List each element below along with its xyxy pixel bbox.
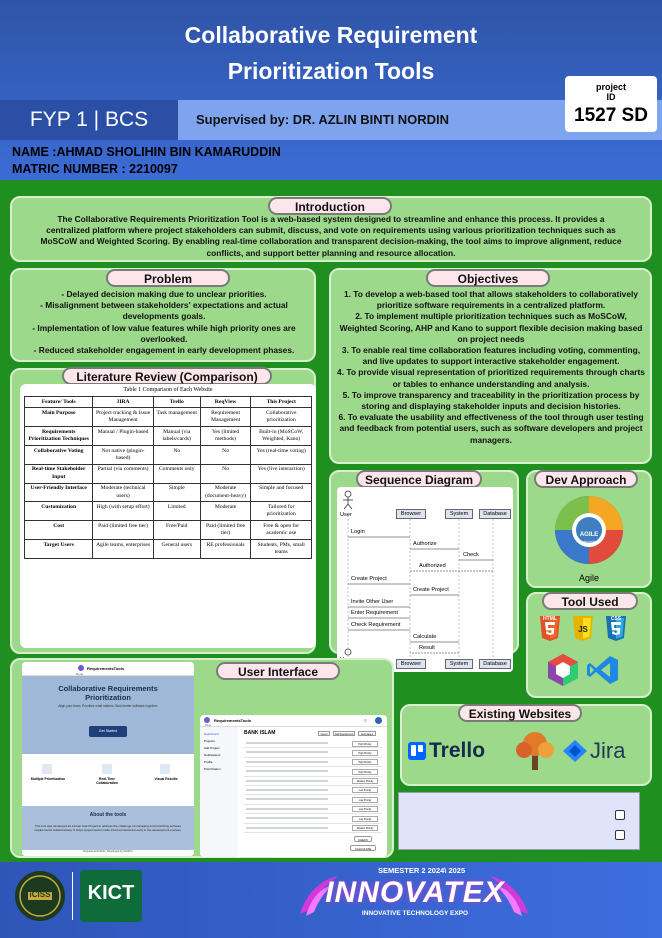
feature-icon	[42, 764, 52, 774]
lifeline-browser: Browser	[396, 509, 426, 519]
app-brand-sub: Reqs	[205, 723, 212, 727]
table-cell: Partial (via comments)	[93, 464, 153, 483]
requirement-row[interactable]	[244, 739, 382, 748]
requirement-row[interactable]	[244, 767, 382, 776]
fyp-label: FYP 1 | BCS	[0, 100, 178, 140]
problem-item: - Reduced stakeholder engagement in early development phases.	[33, 345, 295, 356]
objective-item: 3. To enable real time collaboration features including voting, commenting, and live updates to support interactive stakeholder engagement.	[341, 345, 641, 367]
checkbox[interactable]	[615, 810, 625, 820]
table-cell: Requirement Management	[200, 408, 251, 427]
avatar[interactable]	[375, 717, 382, 724]
requirement-text-placeholder	[246, 789, 328, 791]
project-id-label: project	[595, 82, 626, 92]
seq-message: Check Requirement	[351, 622, 401, 628]
tool-label-html: HTML	[543, 616, 557, 622]
table-cell: Collaborative prioritization	[251, 408, 312, 427]
sidebar-item[interactable]: Notifications	[204, 753, 221, 757]
requirement-row[interactable]	[244, 777, 382, 786]
requirement-text-placeholder	[246, 742, 328, 744]
hero-subtitle: Align your team. Prioritize what matters. Build better software together.	[58, 704, 158, 708]
sidebar-item[interactable]: Profile	[204, 760, 213, 764]
supervisor-text: Supervised by: DR. AZLIN BINTI NORDIN	[196, 112, 450, 127]
check-button[interactable]: CHECK	[354, 836, 372, 842]
problem-item: - Misalignment between stakeholders' expectations and actual developments goals.	[40, 300, 288, 322]
requirement-row[interactable]	[244, 786, 382, 795]
priority-badge: Low Priority	[352, 816, 378, 822]
table-cell: Free/Paid	[153, 521, 200, 540]
seq-message: Result	[419, 645, 435, 651]
table-cell: Task management	[153, 408, 200, 427]
jira-logo-text: Jira	[590, 738, 626, 763]
sequence-diagram	[337, 487, 513, 672]
table-cell: Simple and focused	[251, 483, 312, 502]
table-cell: Moderate (technical users)	[93, 483, 153, 502]
landing-brand: RequirementsTools	[87, 666, 125, 671]
landing-page-screenshot	[22, 662, 194, 856]
lifeline-database: Database	[479, 509, 511, 519]
table-header-cell: ReqView	[200, 397, 251, 408]
tree-illustration-icon	[512, 730, 558, 772]
priority-badge: Low Priority	[352, 787, 378, 793]
sidebar-item[interactable]: Add Project	[204, 746, 220, 750]
lifeline-system: System	[445, 509, 473, 519]
seq-message: Invite Other User	[351, 599, 394, 605]
table-cell: Comments only	[153, 464, 200, 483]
objective-item: 6. To evaluate the usability and effectiveness of the tool through user testing and feedback from potential users, such as software developers and project managers.	[338, 412, 644, 445]
footer-divider	[72, 872, 73, 920]
seq-message: Enter Requirement	[351, 610, 398, 616]
table-row	[25, 464, 312, 483]
priority-badge: Low Priority	[352, 797, 378, 803]
innovatex-subtitle: INNOVATIVE TECHNOLOGY EXPO	[361, 910, 469, 917]
feature-icon	[160, 764, 170, 774]
table-cell: Agile teams, enterprises	[93, 540, 153, 559]
table-header-cell: JIRA	[93, 397, 153, 408]
table-cell: Moderate (document-heavy)	[200, 483, 251, 502]
table-cell: Free & open for academic use	[251, 521, 312, 540]
lifeline-system-bottom: System	[445, 659, 473, 669]
table-cell: Manual / Plugin-based	[93, 427, 153, 446]
table-cell: Moderate	[200, 502, 251, 521]
table-cell: No	[153, 446, 200, 465]
requirement-text-placeholder	[246, 827, 328, 829]
agile-center-title: AGILE	[579, 532, 599, 538]
table-cell: No	[200, 446, 251, 465]
existing-websites-heading: Existing Websites	[458, 704, 582, 722]
feature-title: Visual Results	[154, 777, 178, 781]
table-row-header: Real-time Stakeholder Input	[25, 464, 93, 483]
app-logo-icon	[204, 717, 210, 723]
table-row-header: Target Users	[25, 540, 93, 559]
bell-icon[interactable]: ○	[364, 718, 368, 724]
project-id-value: 1527 SD	[574, 105, 648, 126]
table-cell: RE professionals	[200, 540, 251, 559]
table-row	[25, 408, 312, 427]
requirement-row[interactable]	[244, 814, 382, 823]
table-row-header: User-Friendly Interface	[25, 483, 93, 502]
project-id-label-2: ID	[606, 92, 616, 102]
requirement-text-placeholder	[246, 808, 328, 810]
app-dashboard-screenshot	[200, 715, 387, 857]
sidebar-item[interactable]: Projects	[204, 739, 215, 743]
table-row-header: Main Purpose	[25, 408, 93, 427]
seq-message: Check	[463, 552, 479, 558]
checkbox[interactable]	[615, 830, 625, 840]
get-started-button[interactable]: Get Started	[89, 726, 127, 737]
trello-icon	[408, 742, 426, 760]
priority-badge: High Priority	[352, 750, 378, 756]
requirements-list	[244, 739, 382, 833]
requirement-text-placeholder	[246, 780, 328, 782]
lifeline-database-bottom: Database	[479, 659, 511, 669]
problem-item: - Implementation of low value features while high priority ones are overlooked.	[32, 322, 296, 344]
problem-list	[26, 289, 302, 356]
table-cell: Project tracking & Issue Management	[93, 408, 153, 427]
table-cell: Yes (live interaction)	[251, 464, 312, 483]
seq-message: Authorized	[419, 563, 446, 569]
blank-info-box	[398, 792, 640, 850]
vscode-icon	[586, 654, 620, 686]
project-title: BANK ISLAM	[244, 730, 276, 736]
about-text: This tool was developed as a Final Year Project to address the challenge of managing and prioritizing software requirements collaboratively. It helps project teams make informed decisions early in the development process.	[34, 824, 182, 832]
table-row-header: Customization	[25, 502, 93, 521]
table-cell: Manual (via labels/cards)	[153, 427, 200, 446]
table-row-header: Collaborative Voting	[25, 446, 93, 465]
svg-text:JS: JS	[578, 625, 588, 634]
hero-title: Collaborative Requirements Prioritization	[58, 684, 158, 702]
problem-item: - Delayed decision making due to unclear priorities.	[61, 289, 267, 299]
agile-cycle-icon	[546, 492, 632, 568]
trello-logo-text: Trello	[429, 739, 486, 762]
priority-badge: High Priority	[352, 759, 378, 765]
requirement-text-placeholder	[246, 817, 328, 819]
table-row-header: Cost	[25, 521, 93, 540]
priority-badge: High Priority	[352, 769, 378, 775]
seq-message: Login	[351, 529, 365, 535]
table-row	[25, 427, 312, 446]
matric-number: MATRIC NUMBER : 2210097	[12, 162, 178, 176]
requirement-text-placeholder	[246, 751, 328, 753]
introduction-heading: Introduction	[268, 197, 392, 215]
objective-item: 4. To provide visual representation of prioritized requirements through charts or tables to enhance understanding and analysis.	[337, 367, 645, 389]
iciss-logo-text: iCISS	[29, 890, 51, 899]
sidebar-item[interactable]: Dashboard	[204, 732, 219, 736]
table-header-cell: Trello	[153, 397, 200, 408]
agile-center-sub: Methodology	[578, 540, 600, 544]
requirement-row[interactable]	[244, 758, 382, 767]
tool-label-css: CSS	[610, 616, 622, 622]
jira-icon	[563, 740, 587, 762]
objectives-list	[336, 289, 646, 446]
agile-label: Agile	[578, 573, 599, 583]
table-cell: Yes (real-time voting)	[251, 446, 312, 465]
ui-heading: User Interface	[216, 662, 340, 680]
table-row	[25, 521, 312, 540]
innovatex-title: INNOVATEX	[325, 876, 505, 909]
priority-badge: Medium Priority	[352, 778, 378, 784]
requirement-text-placeholder	[246, 761, 328, 763]
table-row	[25, 483, 312, 502]
objective-item: 1. To develop a web-based tool that allows stakeholders to collaboratively prioritize software requirements in a centralized platform.	[344, 289, 638, 311]
table-cell: Paid (limited free tier)	[93, 521, 153, 540]
table-cell: Yes (limited methods)	[200, 427, 251, 446]
priority-badge: Medium Priority	[352, 825, 378, 831]
table-header-cell: This Project	[251, 397, 312, 408]
dev-approach-heading: Dev Approach	[534, 470, 638, 488]
table-row	[25, 540, 312, 559]
seq-message: Calculate	[413, 634, 437, 640]
student-name: NAME :AHMAD SHOLIHIN BIN KAMARUDDIN	[12, 145, 281, 159]
table-cell: Students, PMs, small teams	[251, 540, 312, 559]
seq-message: Create Project	[351, 576, 387, 582]
problem-heading: Problem	[106, 269, 230, 287]
table-row	[25, 446, 312, 465]
feature-title: Multiple Prioritization	[30, 777, 66, 781]
table-cell: Tailored for prioritization	[251, 502, 312, 521]
sidebar-nav	[204, 731, 236, 773]
table-cell: Built-in (MoSCoW, Weighted, Kano)	[251, 427, 312, 446]
poster-title-line1: Collaborative Requirement	[184, 22, 478, 48]
objectives-heading: Objectives	[426, 269, 550, 287]
requirement-row[interactable]	[244, 748, 382, 757]
logo-icon	[78, 665, 84, 671]
requirement-text-placeholder	[246, 770, 328, 772]
javascript-icon	[571, 614, 595, 642]
priority-badge: High Priority	[352, 741, 378, 747]
priority-badge: Low Priority	[352, 806, 378, 812]
table-cell: General users	[153, 540, 200, 559]
table-caption: Table 1 Comparison of Each Website	[123, 387, 213, 393]
add-requirement-button[interactable]: Add Requirement	[334, 733, 354, 736]
phpstorm-cube-icon	[546, 652, 580, 688]
import-button[interactable]: Import	[318, 731, 330, 736]
calculate-button[interactable]: CALCULATE	[350, 845, 376, 851]
landing-brand-sub: Reqs	[76, 672, 84, 676]
requirement-row[interactable]	[244, 805, 382, 814]
table-cell: Not native (plugin-based)	[93, 446, 153, 465]
lifeline-browser-bottom: Browser	[396, 659, 426, 669]
table-cell: Simple	[153, 483, 200, 502]
requirement-row[interactable]	[244, 824, 382, 833]
actor-label: User	[340, 512, 352, 518]
table-cell: High (with setup effort)	[93, 502, 153, 521]
table-cell: Paid (limited free tier)	[200, 521, 251, 540]
requirement-row[interactable]	[244, 795, 382, 804]
about-title: About the tools	[89, 812, 127, 818]
app-brand: RequirementsTools	[214, 718, 252, 723]
objective-item: 2. To implement multiple prioritization techniques such as MoSCoW, Weighted Scoring, AHP and Kano to support flexible decision making based on project needs	[339, 311, 643, 344]
introduction-text: The Collaborative Requirements Prioritization Tool is a web-based system designed to streamline and enhance this process. It provides a centralized platform where project stakeholders can submit, discuss, and vote on requirements using various prioritization techniques such as MoSCoW and Weighted Scoring. By enabling real-time collaboration and transparent decision-making, the tool aims to improve alignment, reduce conflicts, and support better planning and resource allocation.	[40, 214, 622, 258]
requirement-text-placeholder	[246, 798, 328, 800]
feature-title: Real-Time Collaboration	[96, 777, 118, 785]
sidebar-item[interactable]: Prioritization	[204, 767, 221, 771]
techniques-button[interactable]: Techniques	[358, 731, 376, 736]
table-cell: Limited	[153, 502, 200, 521]
sequence-heading: Sequence Diagram	[356, 470, 482, 488]
kict-logo-text: KICT	[87, 882, 135, 904]
feature-icon	[102, 764, 112, 774]
landing-footer: RequirementsTools. Developed by Sholihin	[83, 850, 133, 853]
table-header-row	[25, 397, 312, 408]
seq-message: Create Project	[413, 587, 449, 593]
table-cell: No	[200, 464, 251, 483]
semester-text: SEMESTER 2 2024\ 2025	[378, 866, 466, 875]
poster-title-line2: Prioritization Tools	[227, 58, 435, 84]
objective-item: 5. To improve transparency and traceability in the prioritization process by storing and displaying stakeholder inputs and decision histories.	[342, 389, 640, 412]
literature-heading: Literature Review (Comparison)	[62, 367, 272, 385]
table-header-cell: Feature/ Tools	[25, 397, 93, 408]
table-row-header: Requirements Prioritization Techniques	[25, 427, 93, 446]
seq-message: Authorize	[413, 541, 437, 547]
table-row	[25, 502, 312, 521]
comparison-table	[24, 396, 312, 559]
tool-used-heading: Tool Used	[542, 592, 638, 610]
